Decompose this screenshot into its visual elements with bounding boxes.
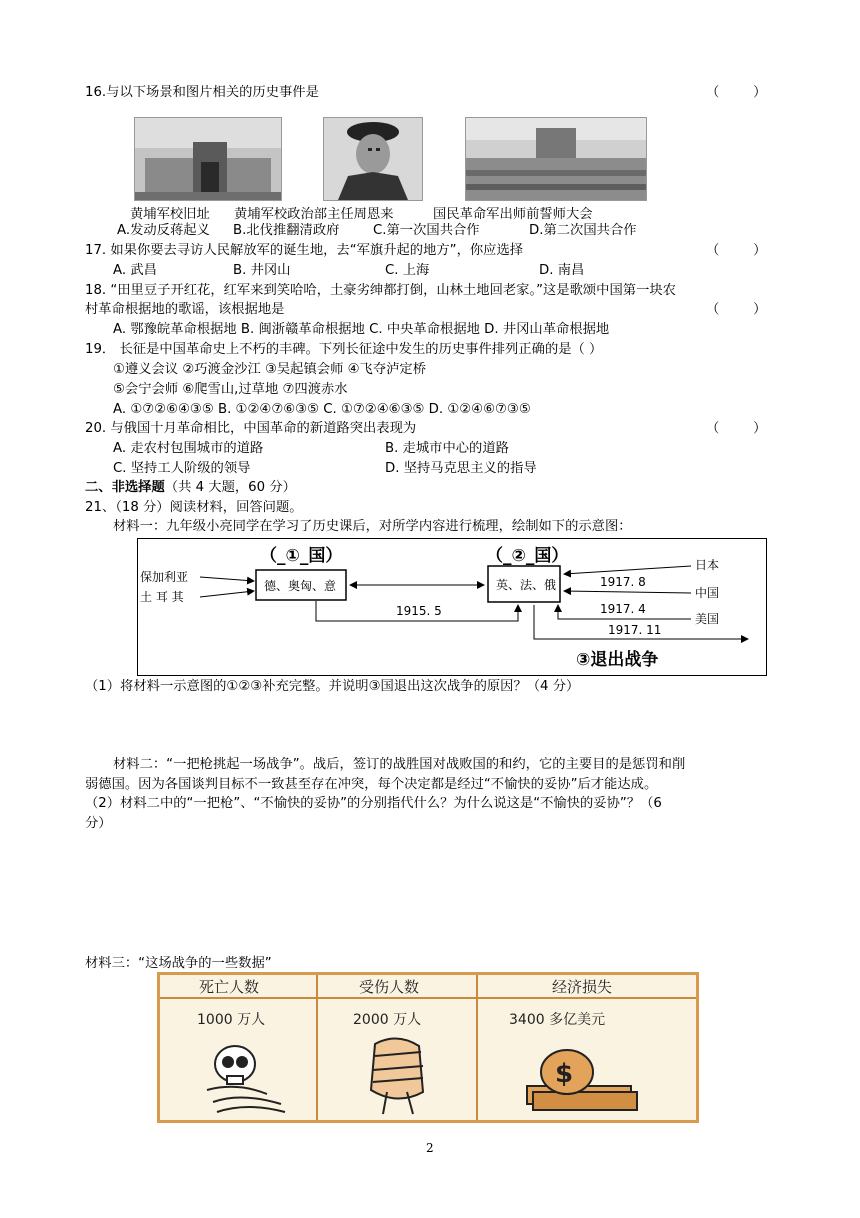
russia-exit-label: ③退出战争	[576, 650, 659, 670]
photo-caption-zhou: 黄埔军校政治部主任周恩来	[234, 207, 394, 222]
country-turkey: 土 耳 其	[140, 590, 184, 604]
q19-events-line1: ①遵义会议 ②巧渡金沙江 ③吴起镇会师 ④飞夺泸定桥	[113, 362, 427, 377]
date-italy-switch: 1915. 5	[396, 604, 442, 618]
country-usa: 美国	[695, 612, 720, 626]
svg-text:$: $	[555, 1059, 574, 1089]
q19-events-line2: ⑤会宁会师 ⑥爬雪山,过草地 ⑦四渡赤水	[113, 382, 348, 397]
material-2-line1: 材料二：“一把枪挑起一场战争”。战后，签订的战胜国对战败国的和约，它的主要目的是惩罚和削	[113, 757, 686, 772]
page-number: 2	[426, 1141, 434, 1155]
allied-powers-members: 英、法、俄	[496, 578, 557, 592]
q16-option-a: A.发动反蒋起义	[117, 223, 210, 238]
q17-option-d: D. 南昌	[539, 263, 585, 278]
q20-option-a: A. 走农村包围城市的道路	[113, 441, 264, 456]
country-china: 中国	[695, 586, 720, 600]
q16-option-b: B.北伐推翻清政府	[233, 223, 340, 238]
zhou-enlai-portrait	[323, 117, 423, 201]
date-russia-exit: 1917. 11	[608, 623, 662, 637]
q18-stem-line1: 18. “田里豆子开红花，红军来到笑哈哈，土豪劣绅都打倒，山林土地回老家。”这是歌颂中国第一块农	[85, 283, 676, 298]
wwi-alliances-diagram	[137, 538, 767, 676]
q21-stem: 21、（18 分）阅读材料，回答问题。	[85, 500, 303, 515]
q17-option-a: A. 武昌	[113, 263, 157, 278]
header-deaths: 死亡人数	[199, 978, 260, 996]
value-injuries: 2000 万人	[353, 1012, 422, 1028]
photo-caption-academy: 黄埔军校旧址	[130, 207, 210, 222]
central-powers-members: 德、奥匈、意	[264, 579, 337, 593]
section-2-title: 二、非选择题	[85, 480, 165, 495]
q16-stem: 16.与以下场景和图片相关的历史事件是	[85, 85, 319, 100]
q17-answer-paren: （ ）	[706, 243, 767, 258]
q17-option-c: C. 上海	[385, 263, 430, 278]
q16-answer-paren: （ ）	[706, 85, 767, 100]
material-2-line2: 弱德国。因为各国谈判目标不一致甚至存在冲突，每个决定都是经过“不愉快的妥协”后才能达成。	[85, 777, 658, 792]
q16-option-d: D.第二次国共合作	[529, 223, 637, 238]
country-bulgaria: 保加利亚	[140, 570, 189, 584]
q18-answer-paren: （ ）	[706, 302, 767, 317]
q20-option-d: D. 坚持马克思主义的指导	[385, 461, 537, 476]
q17-option-b: B. 井冈山	[233, 263, 291, 278]
q21-sub2-line2: 分）	[85, 816, 112, 831]
section-2-heading	[85, 479, 296, 497]
q20-stem: 20. 与俄国十月革命相比，中国革命的新道路突出表现为	[85, 421, 417, 436]
q20-option-b: B. 走城市中心的道路	[385, 441, 509, 456]
war-data-table	[157, 972, 699, 1123]
central-powers-label: （_①_国）	[260, 546, 343, 566]
value-economic-loss: 3400 多亿美元	[509, 1012, 606, 1028]
q18-options: A. 鄂豫皖革命根据地 B. 闽浙赣革命根据地 C. 中央革命根据地 D. 井冈山革命根据地	[113, 322, 610, 337]
material-3-title: 材料三：“这场战争的一些数据”	[85, 956, 272, 971]
q16-option-c: C.第一次国共合作	[373, 223, 480, 238]
q19-options: A. ①⑦②⑥④③⑤ B. ①②④⑦⑥③⑤ C. ①⑦②④⑥③⑤ D. ①②④⑥⑦③⑤	[113, 402, 531, 417]
q20-answer-paren: （ ）	[706, 421, 767, 436]
q21-sub2-line1: （2）材料二中的“一把枪”、“不愉快的妥协”的分别指代什么？为什么说这是“不愉快的妥协”？（6	[85, 796, 662, 811]
header-injuries: 受伤人数	[359, 978, 420, 996]
northern-expedition-rally-photo	[465, 117, 647, 201]
value-deaths: 1000 万人	[197, 1012, 266, 1028]
date-usa-entry: 1917. 4	[600, 602, 646, 616]
q18-stem-line2: 村革命根据地的歌谣，该根据地是	[85, 302, 285, 317]
huangpu-academy-photo	[134, 117, 282, 201]
photo-caption-rally: 国民革命军出师前誓师大会	[433, 207, 593, 222]
country-japan: 日本	[695, 558, 720, 572]
q21-sub1: （1）将材料一示意图的①②③补充完整。并说明③国退出这次战争的原因？（4 分）	[85, 679, 580, 694]
q20-option-c: C. 坚持工人阶级的领导	[113, 461, 251, 476]
q17-stem: 17. 如果你要去寻访人民解放军的诞生地，去“军旗升起的地方”，你应选择	[85, 243, 524, 258]
material-1-text: 材料一：九年级小亮同学在学习了历史课后，对所学内容进行梳理，绘制如下的示意图：	[113, 519, 632, 534]
allied-powers-label: （_②_国）	[486, 546, 569, 566]
header-economic-loss: 经济损失	[552, 978, 613, 996]
section-2-note: （共 4 大题，60 分）	[164, 480, 296, 495]
date-japan-entry: 1917. 8	[600, 575, 646, 589]
q19-stem: 19． 长征是中国革命史上不朽的丰碑。下列长征途中发生的历史事件排列正确的是（ ）	[85, 342, 603, 357]
